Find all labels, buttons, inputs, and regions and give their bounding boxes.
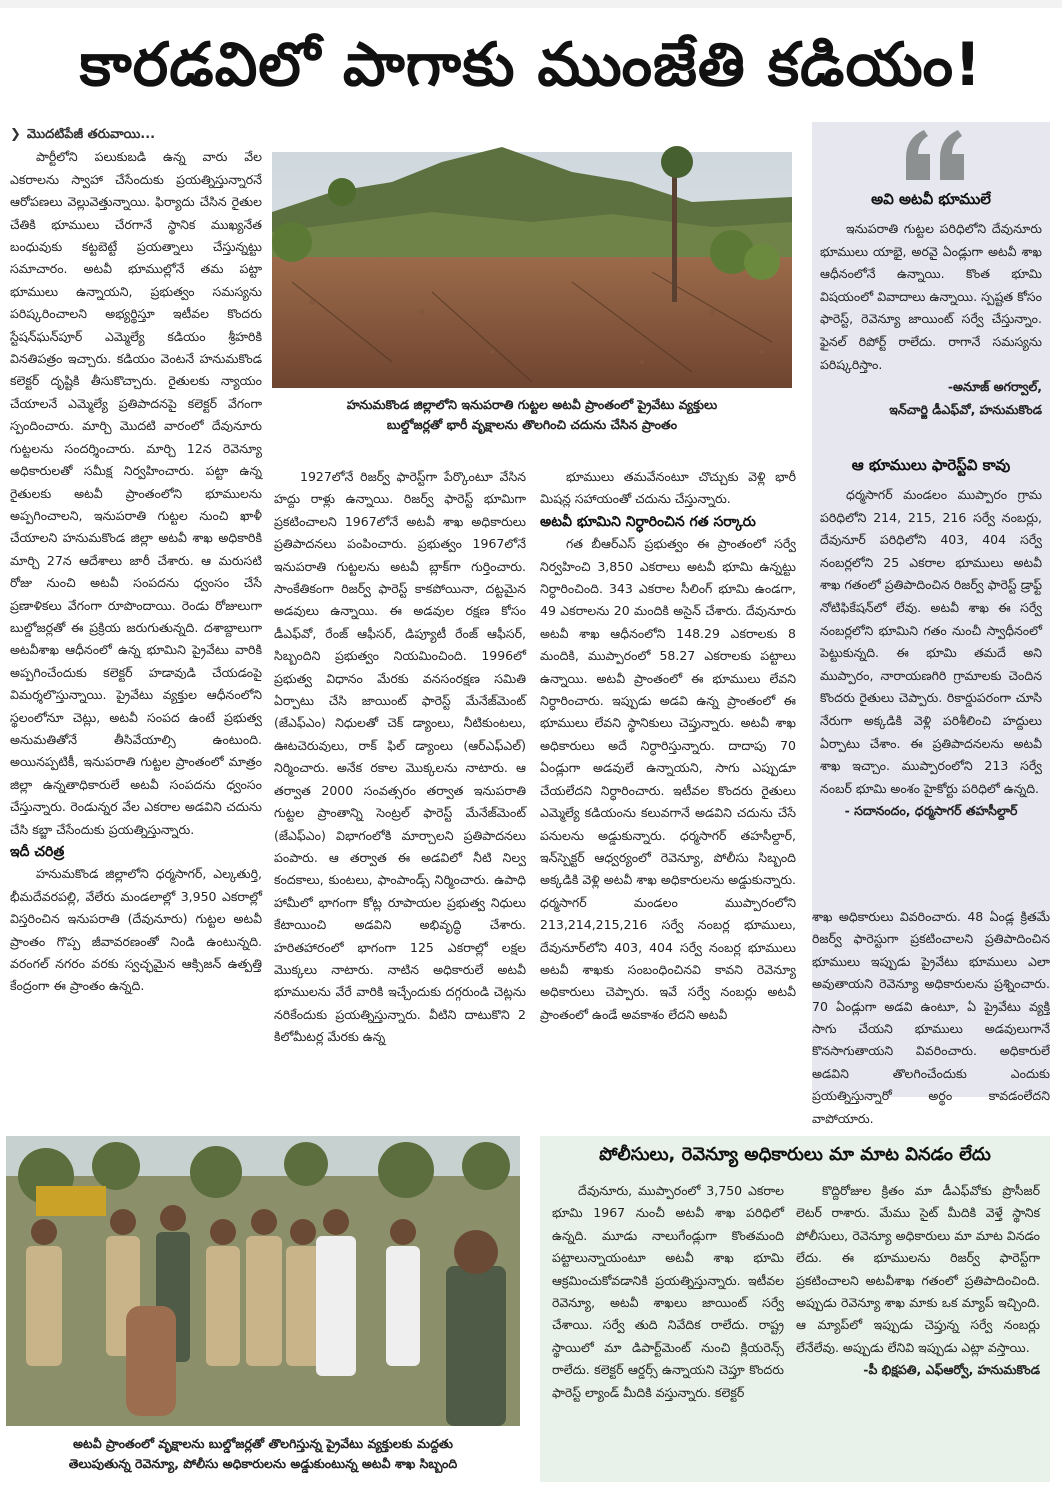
sidebar-text-1: [820, 218, 1042, 458]
box-left-paragraph: దేవునూరు, ముప్పారంలో 3,750 ఎకరాల భూమి 1967 నుంచీ అటవీ శాఖ పరిధిలో ఉన్నది. మూడు నాలుగేండ్లుగా కొంతమంది పట్టాలున్నాయంటూ అటవీ శాఖ భూమి ఆక్రమించుకోవడానికి ప్రయత్నిస్తున్నారు. ఇటీవల రెవెన్యూ, అటవీ శాఖలు జాయింట్ సర్వే చేశాయి. సర్వే తుది నివేదిక రాలేదు. రాష్ట్ర స్థాయిలో మా డిపార్ట్‌మెంట్ నుంచి క్లియరెన్స్ రాలేదు. కలెక్టర్ ఆర్డర్స్ ఉన్నాయని చెప్తూ కొందరు ఫారెస్ట్ ల్యాండ్ మీదికి వస్తున్నారు. కలెక్టర్: [552, 1183, 784, 1400]
box-signature: -పీ భిక్షపతి, ఎఫ్‌ఆర్వో, హనుమకొండ: [863, 1362, 1040, 1378]
box-right-column: [796, 1180, 1040, 1476]
photo-officials-standoff: [6, 1136, 520, 1426]
top-strip: [0, 0, 1062, 8]
sidebar-title-1: అవి అటవీ భూములే: [871, 190, 991, 208]
quote-icon: [900, 120, 970, 190]
col3-subhead: అటవీ భూమిని నిర్ధారించిన గత సర్కారు: [540, 513, 756, 530]
sidebar-text-1-body: ఇనుపరాతి గుట్టల పరిధిలోని దేవునూరు భూములు యాభై, అరవై ఏండ్లుగా అటవీ శాఖ ఆధీనంలోనే ఉన్నాయి. కొంత భూమి విషయంలో వివాదాలు ఉన్నాయి. స్పష్టత కోసం ఫారెస్ట్, రెవెన్యూ జాయింట్ సర్వే చేస్తున్నాం. ఫైనల్ రిపోర్ట్ రాలేదు. రాగానే సమస్యను పరిష్కరిస్తాం.: [820, 221, 1042, 372]
photo2-caption-line-1: అటవీ ప్రాంతంలో వృక్షాలను బుల్డోజర్లతో తొలగిస్తున్న ప్రైవేటు వ్యక్తులకు మద్దతు: [73, 1436, 453, 1451]
photo2-caption: [6, 1434, 520, 1474]
photo1-caption: [272, 395, 792, 435]
col1-paragraph-1: పార్టీలోని పలుకుబడి ఉన్న వారు వేల ఎకరాలను స్వాహా చేసేందుకు ప్రయత్నిస్తున్నారనే ఆరోపణలు వెల్లువెత్తున్నాయి. ఫిర్యాదు చేసిన రైతుల చేతికి భూములు చేరగానే స్థానిక ముఖ్యనేత బంధువుకు కట్టబెట్టే ప్రయత్నాలు చేస్తున్నట్టు సమాచారం. అటవీ భూముల్లోనే తమ పట్టా భూములు ఉన్నాయని, ప్రభుత్వం సమస్యను పరిష్కరించాలని అభ్యర్థిస్తూ ఇటీవల కొందరు స్టేషన్‌ఘన్‌పూర్ ఎమ్మెల్యే కడియం శ్రీహరికి వినతిపత్రం ఇచ్చారు. కడియం వెంటనే హనుమకొండ కలెక్టర్ దృష్టికి తీసుకొచ్చారు. రైతులకు న్యాయం చేయాలనే ఎమ్మెల్యే ప్రతిపాదనపై కలెక్టర్ వేగంగా స్పందించారు. మార్చి మొదటి వారంలో దేవునూరు గుట్టలను సందర్శించారు. మార్చి 12న రెవెన్యూ అధికారులతో సమీక్ష నిర్వహించారు. పట్టా ఉన్న రైతులకు అటవీ ప్రాంతంలోని భూములను అప్పగించాలని, ఇనుపరాతి గుట్టల నుంచి ఖాళీ చేయాలని హనుమకొండ జిల్లా అటవీ శాఖ అధికారికి మార్చి 27న ఆదేశాలు జారీ చేశారు. ఆ మరుసటి రోజు నుంచి అటవీ సంపదను ధ్వంసం చేసే ప్రణాళికలు వేగంగా రూపొందాయి. రెండు రోజులుగా బుల్డోజర్లతో ఈ ప్రక్రియ జరుగుతున్నది. దశాబ్దాలుగా అటవీశాఖ ఆధీనంలో ఉన్న భూమిని ప్రైవేటు వారికి అప్పగించేందుకు కలెక్టర్ హడావుడి చేయడంపై విమర్శలొస్తున్నాయి. ప్రైవేటు వ్యక్తుల ఆధీనంలోని స్థలంలోనూ చెట్లు, అటవీ సంపద ఉంటే ప్రభుత్వ అనుమతితోనే తీసివేయాల్సి ఉంటుంది. అయినప్పటికీ, ఇనుపరాతి గుట్టల ప్రాంతంలో మాత్రం జిల్లా ఉన్నతాధికారులే అటవీ సంపదను ధ్వంసం చేస్తున్నారు. రెండున్నర వేల ఎకరాల అడవిని చదును చేసి కబ్జా చేసేందుకు ప్రయత్నిస్తున్నారు.: [10, 149, 262, 837]
photo2-caption-line-2: తెలుపుతున్న రెవెన్యూ, పోలీసు అధికారులను అడ్డుకుంటున్న అటవీ శాఖ సిబ్బంది: [68, 1456, 458, 1471]
photo-cleared-forest: [272, 152, 792, 388]
col1-paragraph-2: హనుమకొండ జిల్లాలోని ధర్మసాగర్, ఎల్కతుర్తి, భీమదేవరపల్లి, వేలేరు మండలాల్లో 3,950 ఎకరాల్లో విస్తరించిన ఇనుపరాతి (దేవునూరు) గుట్టల అటవీ ప్రాంతం గొప్ప జీవావరణంతో నిండి ఉంటున్నది. వరంగల్ నగరం వరకు స్వచ్ఛమైన ఆక్సిజన్ ఉత్పత్తి కేంద్రంగా ఈ ప్రాంతం ఉన్నది.: [10, 866, 262, 994]
box-right-paragraph: కొద్దిరోజుల క్రితం మా డీఎఫ్‌వోకు ప్రొసీజర్ లెటర్ రాశారు. మేము సైట్ మీదికి వెళ్తే స్థానిక పోలీసులు, రెవెన్యూ అధికారులు మా మాట వినడం లేదు. ఈ భూములను రిజర్వ్ ఫారెస్ట్‌గా ప్రకటించాలని అటవీశాఖ గతంలో ప్రతిపాదించింది. అప్పుడు రెవెన్యూ శాఖ మాకు ఒక మ్యాప్ ఇచ్చింది. ఆ మ్యాప్‌లో ఇప్పుడు చెప్తున్న సర్వే నంబర్లు లేనేలేవు. అప్పుడు లేనివి ఇప్పుడు ఎట్లా వస్తాయి.: [796, 1183, 1040, 1355]
photo1-caption-line-1: హనుమకొండ జిల్లాలోని ఇనుపరాతి గుట్టల అటవీ ప్రాంతంలో ప్రైవేటు వ్యక్తులు: [346, 397, 718, 412]
box-left-column: [552, 1180, 784, 1476]
sidebar-signature-2: - సదానందం, ధర్మసాగర్ తహసీల్దార్: [844, 803, 1018, 819]
col2-paragraph: 1927లోనే రిజర్వ్ ఫారెస్ట్‌గా పేర్కొంటూ వేసిన హద్దు రాళ్లు ఉన్నాయి. రిజర్వ్ ఫారెస్ట్ భూమిగా ప్రకటించాలని 1967లోనే అటవీ శాఖ అధికారులు ప్రతిపాదనలు పంపించారు. ప్రభుత్వం 1967లోనే ఇనుపరాతి గుట్టలను అటవీ బ్లాక్‌గా గుర్తించారు. సాంకేతికంగా రిజర్వ్ ఫారెస్ట్ కాకపోయినా, దట్టమైన అడవులు ఉన్నాయి. ఈ అడవుల రక్షణ కోసం డీఎఫ్‌వో, రేంజ్ ఆఫీసర్, డిప్యూటీ రేంజ్ ఆఫీసర్, సిబ్బందిని ప్రభుత్వం నియమించింది. 1996లో ప్రభుత్వ విధానం మేరకు వనసంరక్షణ సమితి ఏర్పాటు చేసి జాయింట్ ఫారెస్ట్ మేనేజ్‌మెంట్ (జేఎఫ్‌ఎం) నిధులతో చెక్ డ్యాంలు, నీటికుంటలు, ఊటచెరువులు, రాక్ ఫిల్ డ్యాంలు (ఆర్‌ఎఫ్‌ఎల్) నిర్మించారు. అనేక రకాల మొక్కలను నాటారు. ఆ తర్వాత 2000 సంవత్సరం తర్వాత ఇనుపరాతి గుట్టల ప్రాంతాన్ని సెంట్రల్ ఫారెస్ట్ మేనేజ్‌మెంట్ (జేఎఫ్‌ఎం) విభాగంలోకి మార్చాలని ప్రతిపాదనలు పంపారు. ఆ తర్వాత ఈ అడవిలో నీటి నిల్వ కందకాలు, కుంటలు, ఫాంపాండ్స్ నిర్మించారు. ఉపాధి హామీలో భాగంగా కోట్ల రూపాయల ప్రభుత్వ నిధులు కేటాయించి అడవిని అభివృద్ధి చేశారు. హరితహారంలో భాగంగా 125 ఎకరాల్లో లక్షల మొక్కలు నాటారు. నాటిన అధికారులే అటవీ భూములను వేరే వారికి ఇచ్చేందుకు దగ్గరుండి చెట్లను నరికేందుకు ప్రయత్నిస్తున్నారు. వీటిని దాటుకొని 2 కిలోమీటర్ల మేరకు ఉన్న: [274, 469, 526, 1045]
column-4-tail: [812, 906, 1050, 1126]
col1-subhead: ఇదీ చరిత్ర: [10, 844, 65, 860]
box-title: పోలీసులు, రెవెన్యూ అధికారులు మా మాట వినడం లేదు: [599, 1144, 991, 1165]
kicker: [10, 124, 262, 146]
officials-illustration: [6, 1136, 520, 1426]
cleared-land-illustration: [272, 152, 792, 388]
col3-paragraph-2: గత బీఆర్‌ఎస్ ప్రభుత్వం ఈ ప్రాంతంలో సర్వే నిర్వహించి 3,850 ఎకరాలు అటవీ భూమి ఉన్నట్టు నిర్ధారించింది. 343 ఎకరాల సీలింగ్ భూమి ఉండగా, 49 ఎకరాలను 20 మందికి అసైన్ చేశారు. దేవునూరు అటవీ శాఖ ఆధీనంలోని 148.29 ఎకరాలకు 8 మందికి, ముప్పారంలో 58.27 ఎకరాలకు పట్టాలు ఉన్నాయి. అటవీ ప్రాంతంలో ఈ భూములు లేవని నిర్ధారించారు. ఇప్పుడు అడవి ఉన్న ప్రాంతంలో ఈ భూములు లేవని స్థానికులు చెప్తున్నారు. అటవీ శాఖ అధికారులు అదే నిర్ధారిస్తున్నారు. దాదాపు 70 ఏండ్లుగా అడవులే ఉన్నాయని, సాగు ఎప్పుడూ చేయలేదని నిర్ధారించారు. ఇటీవల కొందరు రైతులు ఎమ్మెల్యే కడియంను కలువగానే అడవిని చదును చేసే పనులను అడ్డుకున్నారు. ధర్మసాగర్ తహసీల్దార్, ఇన్‌స్పెక్టర్ ఆధ్వర్యంలో రెవెన్యూ, పోలీసు సిబ్బంది అక్కడికి వెళ్లి అటవీ శాఖ అధికారులను అడ్డుకున్నారు. ధర్మసాగర్ మండలం ముప్పారంలోని 213,214,215,216 సర్వే నంబర్ల భూములు, దేవునూర్‌లోని 403, 404 సర్వే నంబర్ల భూములు అటవీ శాఖకు సంబంధించినవి కావని రెవెన్యూ అధికారులు చెప్పారు. ఇవే సర్వే నంబర్లు అటవీ ప్రాంతంలో ఉండే అవకాశం లేదని అటవీ: [540, 536, 796, 1022]
sidebar-title-2: ఆ భూములు ఫారెస్ట్‌వి కావు: [851, 456, 1011, 474]
sidebar-signature-1a: -అనూజ్ అగర్వాల్,: [947, 379, 1042, 395]
chevron-right-icon: ❯: [10, 127, 21, 142]
sidebar-text-2-body: ధర్మసాగర్ మండలం ముప్పారం గ్రామ పరిధిలోని 214, 215, 216 సర్వే నంబర్లు, దేవునూర్ పరిధిలోని 403, 404 సర్వే నంబర్లలోని 25 ఎకరాల భూములు అటవీ శాఖ గతంలో ప్రతిపాదించిన రిజర్వ్ ఫారెస్ట్ డ్రాఫ్ట్ నోటిఫికేషన్‌లో లేవు. అటవీ శాఖ ఈ సర్వే నంబర్లలోని భూమిని గతం నుంచీ స్వాధీనంలో పెట్టుకున్నది. ఈ భూమి తమదే అని ముప్పారం, నారాయణగిరి గ్రామాలకు చెందిన కొందరు రైతులు చెప్పారు. రికార్డుపరంగా చూసి నేరుగా అక్కడికి వెళ్లి పరిశీలించి హద్దులు ఏర్పాటు చేశాం. ఈ ప్రతిపాదనలను అటవీ శాఖ ఇచ్చాం. ముప్పారంలోని 213 సర్వే నంబర్ భూమి అంశం హైకోర్టు పరిధిలో ఉన్నది.: [820, 487, 1042, 796]
column-1: [10, 124, 262, 1134]
kicker-text: మొదటిపేజీ తరువాయి...: [26, 127, 156, 142]
photo1-caption-line-2: బుల్డోజర్లతో భారీ వృక్షాలను తొలగించి చదును చేసిన ప్రాంతం: [386, 417, 678, 432]
sidebar-signature-1b: ఇన్‌చార్జి డీఎఫ్‌వో, హనుమకొండ: [889, 401, 1042, 417]
column-3: [540, 466, 796, 1130]
column-2: [274, 466, 526, 1130]
col3-paragraph-1: భూములు తమవేనంటూ చొచ్చుకు వెళ్లి భారీ మిషన్ల సహాయంతో చదును చేస్తున్నారు.: [540, 469, 796, 507]
col4-tail-paragraph: శాఖ అధికారులు వివరించారు. 48 ఏండ్ల క్రితమే రిజర్వ్ ఫారెస్టుగా ప్రకటించాలని ప్రతిపాదించిన భూములు ఇప్పుడు ప్రైవేటు భూములు ఎలా అవుతాయని రెవెన్యూ అధికారులను ప్రశ్నించారు. 70 ఏండ్లుగా అడవి ఉంటూ, ఏ ప్రైవేటు వ్యక్తి సాగు చేయని భూములు అడవులుగానే కొనసాగుతాయని వివరించారు. అధికారులే అడవిని తొలగించేందుకు ఎందుకు ప్రయత్నిస్తున్నారో అర్థం కావడంలేదని వాపోయారు.: [812, 909, 1050, 1126]
headline: కారడవిలో పాగాకు ముంజేతి కడియం!: [79, 30, 983, 100]
sidebar-text-2: [820, 484, 1042, 904]
